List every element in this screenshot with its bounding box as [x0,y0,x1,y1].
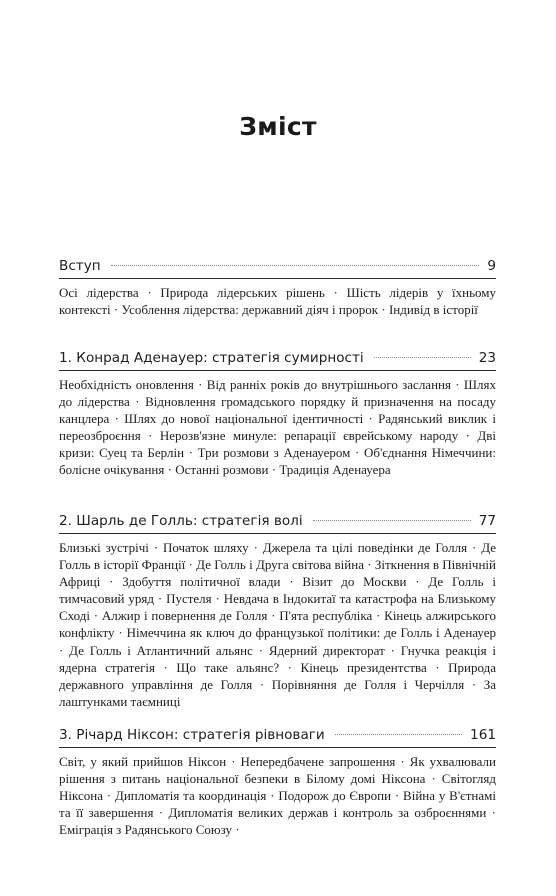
toc-entry-de-gaulle [59,513,496,710]
toc-page-number: 161 [470,727,496,743]
toc-entry-heading [59,258,496,274]
toc-entry-label: 1. Конрад Аденауер: стратегія сумирності [59,350,364,366]
entry-divider [59,747,496,748]
entry-divider [59,370,496,371]
toc-entry-heading [59,727,496,743]
toc-entry-description: Необхідність оновлення · Від ранніх років до внутрішнього заслання · Шлях до лідерства · Відновлення громадського порядку й призначення на посаду канцлера · Шлях до нової національної ідентичності · Радянський виклик і переозброєння · Нерозв'язне минуле: репарації єврейському народу · Дві кризи: Суец та Берлін · Три розмови з Аденауером · Об'єднання Німеччини: болісне очікування · Останні розмови · Традиція Аденауера [59,377,496,478]
dot-leader [374,357,471,358]
entry-divider [59,278,496,279]
toc-entry-label: Вступ [59,258,101,274]
toc-entry-description: Осі лідерства · Природа лідерських рішень · Шість лідерів у їхньому контексті · Усоблення лідерства: державний діяч і пророк · Індивід в історії [59,285,496,318]
toc-page-number: 9 [487,258,496,274]
page-title: Зміст [239,112,317,141]
toc-entry-heading [59,350,496,366]
dot-leader [111,265,480,266]
toc-entry-adenauer [59,350,496,479]
entry-divider [59,533,496,534]
toc-entry-heading [59,513,496,529]
toc-entry-label: 2. Шарль де Голль: стратегія волі [59,513,303,529]
toc-entry-nixon [59,727,496,838]
toc-entry-introduction [59,258,496,318]
dot-leader [313,520,471,521]
toc-entry-description: Світ, у який прийшов Ніксон · Непередбачене запрошення · Як ухвалювали рішення з питань національної безпеки в Білому домі Ніксона · Світогляд Ніксона · Дипломатія та координація · Подорож до Європи · Війна у В'єтнамі та її завершення · Дипломатія великих держав і контроль за озброєннями · Еміграція з Радянського Союзу · [59,754,496,838]
toc-entry-label: 3. Річард Ніксон: стратегія рівноваги [59,727,325,743]
dot-leader [335,734,462,735]
toc-page-number: 77 [478,513,496,529]
toc-page-number: 23 [478,350,496,366]
toc-entry-description: Близькі зустрічі · Початок шляху · Джерела та цілі поведінки де Голля · Де Голль в історії Франції · Де Голль і Друга світова війна · Зіткнення в Північній Африці · Здобуття політичної влади · Візит до Москви · Де Голль і тимчасовий уряд · Пустеля · Невдача в Індокитаї та катастрофа на Близькому Сході · Алжир і повернення де Голля · П'ята республіка · Кінець алжирського конфлікту · Німеччина як ключ до французької політики: де Голль і Аденауер · Де Голль і Атлантичний альянс · Ядерний директорат · Гнучка реакція і ядерна стратегія · Що таке альянс? · Кінець президентства · Природа державного управління де Голля · Порівняння де Голля і Черчілля · За лаштунками таємниці [59,540,496,709]
